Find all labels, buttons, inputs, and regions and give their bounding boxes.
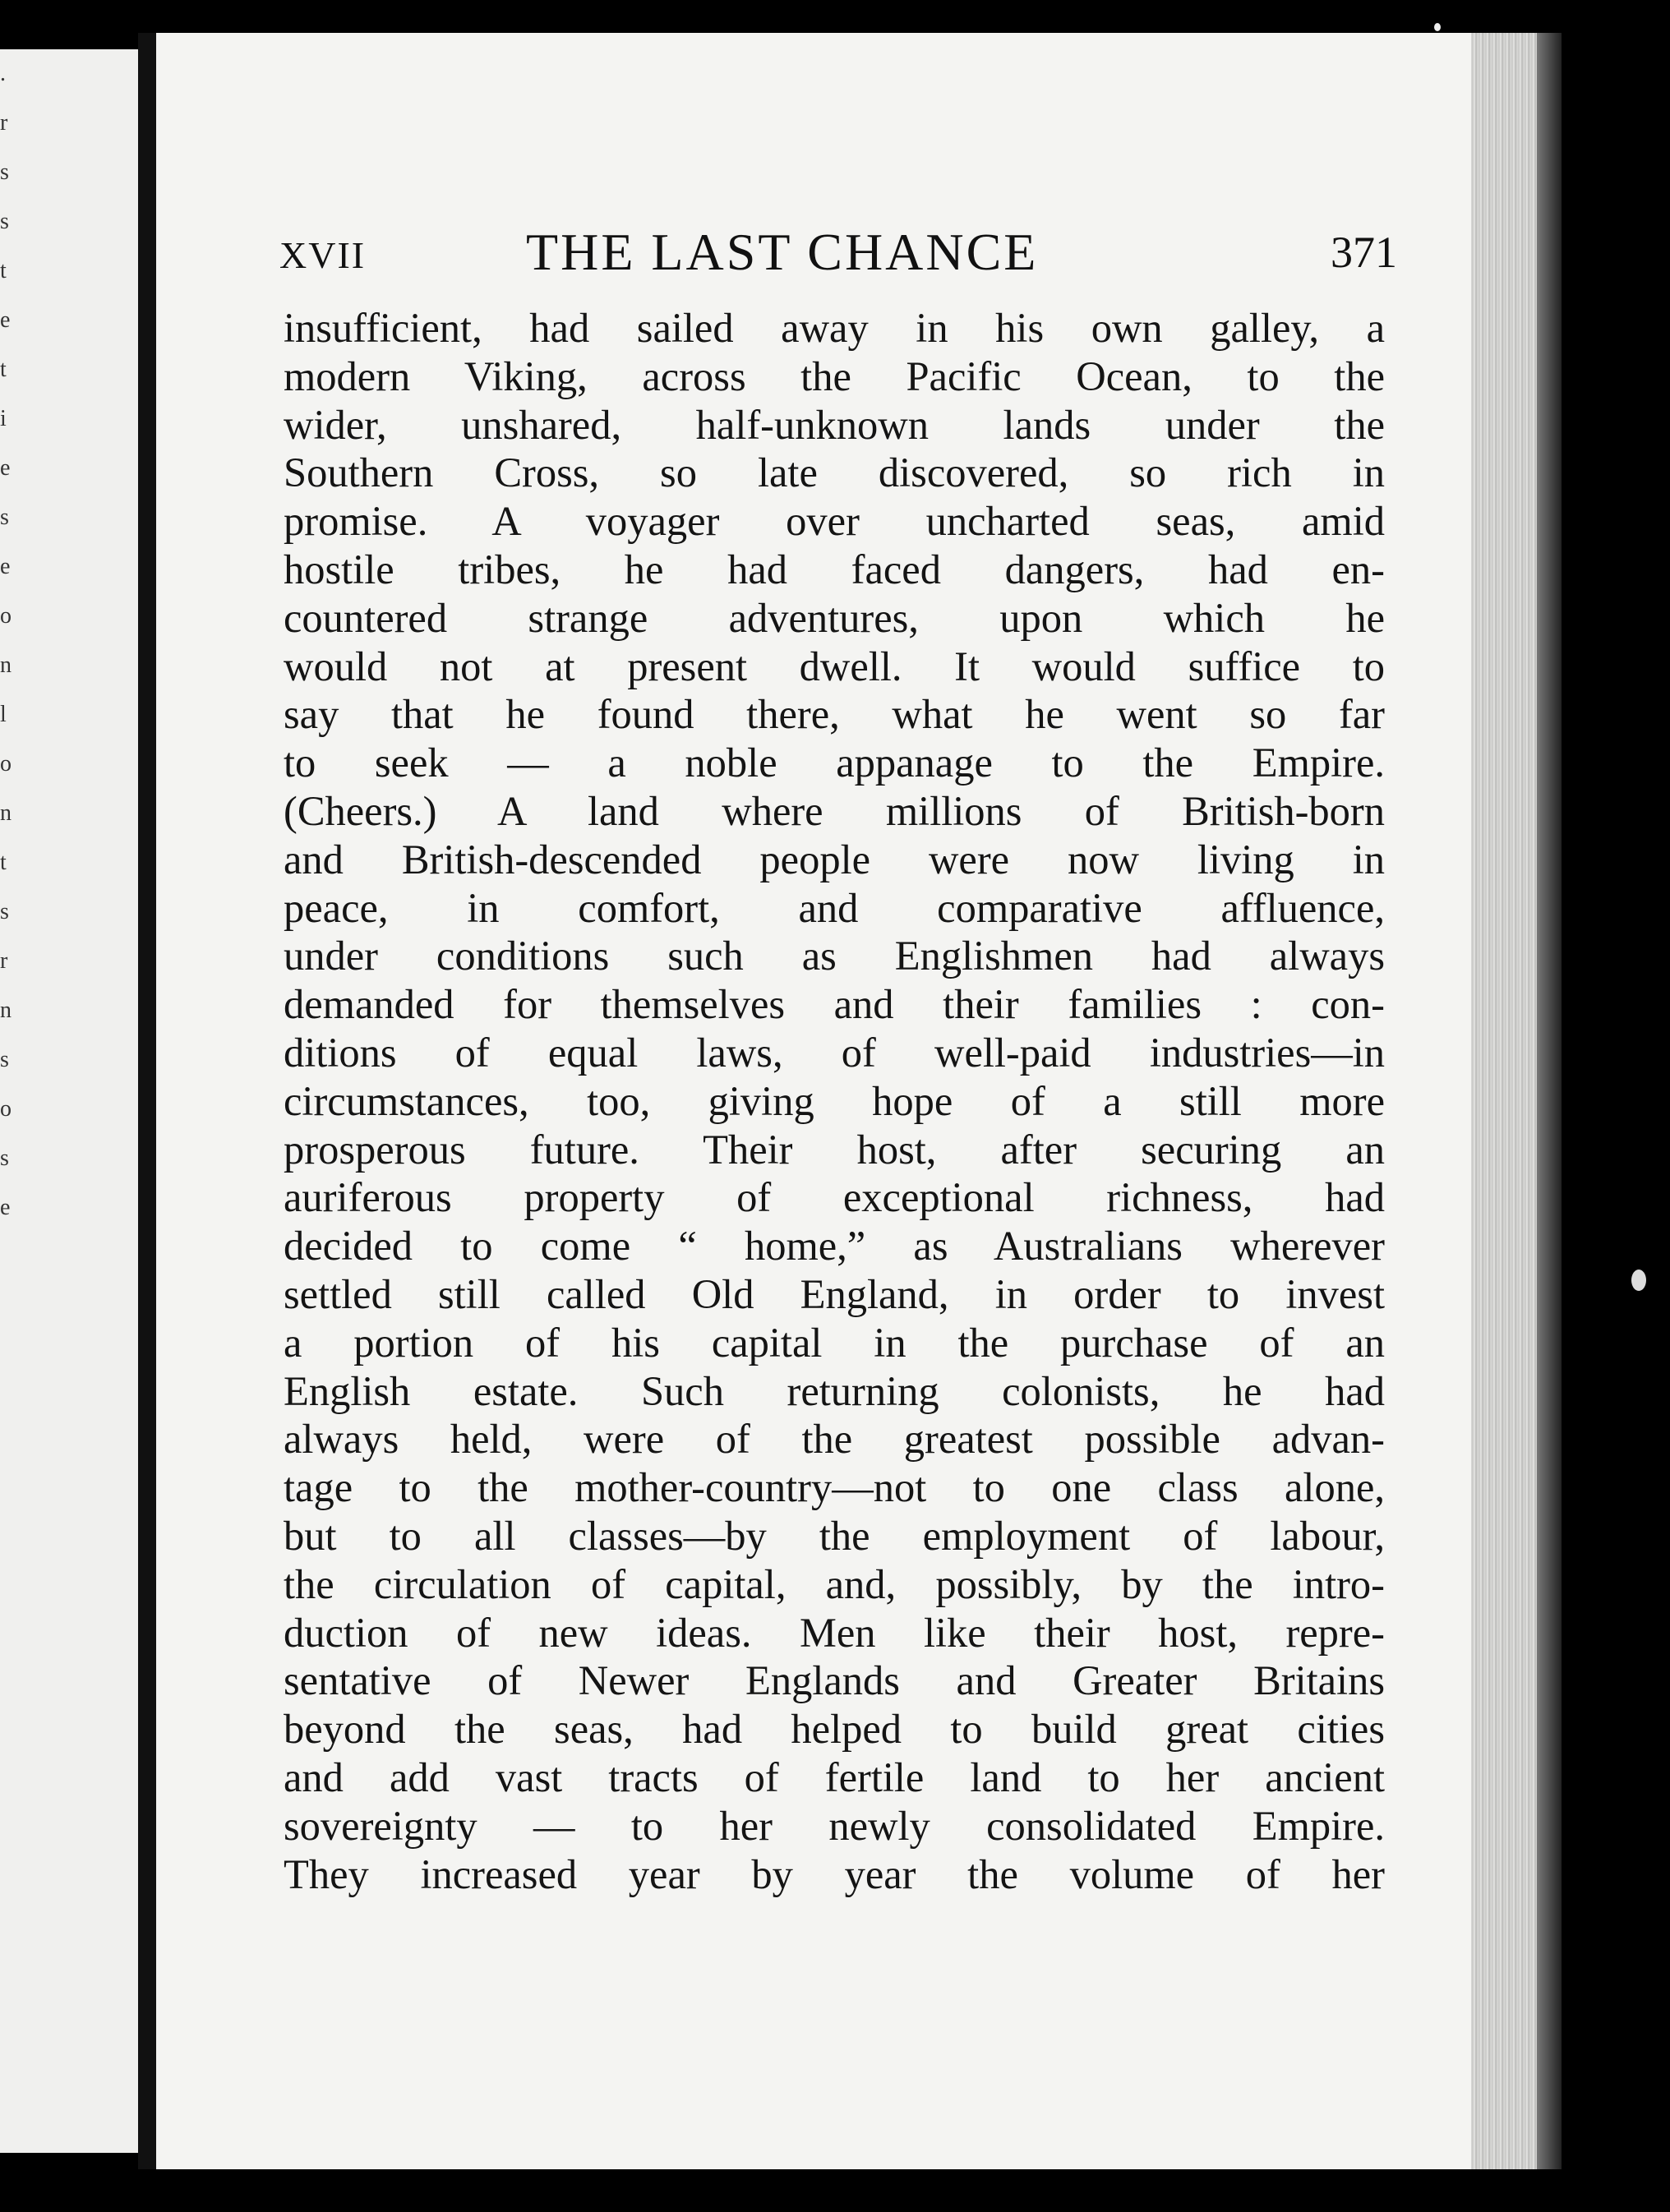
text-line: hostile tribes, he had faced dangers, had en- xyxy=(284,546,1385,592)
text-line: modern Viking, across the Pacific Ocean, to the xyxy=(284,353,1385,399)
book-gutter xyxy=(138,33,156,2169)
left-page-char: n xyxy=(0,800,12,826)
page-stack-shadow xyxy=(1537,33,1562,2169)
body-paragraph xyxy=(284,304,1385,1898)
left-page-char: . xyxy=(0,61,6,86)
left-page-char: l xyxy=(0,702,7,727)
text-line: prosperous future. Their host, after securing an xyxy=(284,1126,1385,1173)
text-line: and add vast tracts of fertile land to her ancient xyxy=(284,1753,1385,1800)
left-page-char: e xyxy=(0,1195,11,1220)
left-page-char: o xyxy=(0,751,12,777)
scan-speck xyxy=(1434,23,1441,31)
text-line: and British-descended people were now living in xyxy=(284,836,1385,882)
page-stack-edge xyxy=(1471,33,1537,2169)
text-line: settled still called Old England, in order to invest xyxy=(284,1270,1385,1317)
left-page-char: e xyxy=(0,455,11,481)
left-page-char: o xyxy=(0,603,12,629)
text-line: circumstances, too, giving hope of a still more xyxy=(284,1077,1385,1124)
left-page-char: t xyxy=(0,357,7,382)
text-line: under conditions such as Englishmen had always xyxy=(284,933,1385,979)
text-line: decided to come “ home,” as Australians wherever xyxy=(284,1223,1385,1270)
text-line: promise. A voyager over uncharted seas, amid xyxy=(284,498,1385,545)
left-page-char: s xyxy=(0,899,9,924)
scan-speck xyxy=(1631,1270,1646,1291)
left-page-char: t xyxy=(0,850,7,875)
left-facing-page xyxy=(0,49,138,2153)
left-page-char: s xyxy=(0,1145,9,1171)
left-page-char: r xyxy=(0,110,8,136)
running-title: THE LAST CHANCE xyxy=(526,223,1039,281)
left-page-char: s xyxy=(0,505,9,530)
text-line: sentative of Newer Englands and Greater Britains xyxy=(284,1657,1385,1704)
text-line: duction of new ideas. Men like their host, repre- xyxy=(284,1609,1385,1656)
text-line: (Cheers.) A land where millions of British-born xyxy=(284,787,1385,834)
left-page-char: e xyxy=(0,307,11,333)
left-page-char: s xyxy=(0,209,9,234)
left-page-char: t xyxy=(0,258,7,283)
left-page-char: n xyxy=(0,652,12,678)
running-header xyxy=(279,222,1397,288)
text-line: peace, in comfort, and comparative affluence, xyxy=(284,884,1385,931)
text-line: insufficient, had sailed away in his own galley, a xyxy=(284,305,1385,351)
text-line: auriferous property of exceptional richness, had xyxy=(284,1174,1385,1221)
text-line: say that he found there, what he went so far xyxy=(284,691,1385,738)
left-page-cut-text xyxy=(0,49,23,2153)
text-line: the circulation of capital, and, possibly, by the intro- xyxy=(284,1560,1385,1607)
text-line: a portion of his capital in the purchase of an xyxy=(284,1319,1385,1366)
text-line: beyond the seas, had helped to build great cities xyxy=(284,1706,1385,1753)
left-page-char: e xyxy=(0,554,11,579)
text-line: countered strange adventures, upon which he xyxy=(284,594,1385,641)
text-line: to seek — a noble appanage to the Empire. xyxy=(284,740,1385,786)
text-line: They increased year by year the volume of her xyxy=(284,1850,1385,1897)
right-book-page xyxy=(156,33,1471,2169)
text-line: Southern Cross, so late discovered, so rich in xyxy=(284,449,1385,496)
text-line: wider, unshared, half-unknown lands under the xyxy=(284,401,1385,448)
text-line: but to all classes—by the employment of labour, xyxy=(284,1512,1385,1559)
left-page-char: i xyxy=(0,406,7,431)
left-page-char: o xyxy=(0,1096,12,1122)
left-page-char: s xyxy=(0,1047,9,1072)
text-line: always held, were of the greatest possible advan- xyxy=(284,1416,1385,1463)
text-line: English estate. Such returning colonists, he had xyxy=(284,1367,1385,1414)
left-page-char: n xyxy=(0,998,12,1023)
text-line: ditions of equal laws, of well-paid industries—in xyxy=(284,1029,1385,1076)
text-line: tage to the mother-country—not to one class alone, xyxy=(284,1464,1385,1511)
page-number: 371 xyxy=(1331,228,1397,277)
text-line: demanded for themselves and their families : con- xyxy=(284,981,1385,1028)
left-page-char: r xyxy=(0,948,8,974)
chapter-number: XVII xyxy=(279,234,367,276)
text-line: would not at present dwell. It would suffice to xyxy=(284,643,1385,689)
left-page-char: s xyxy=(0,159,9,185)
text-line: sovereignty — to her newly consolidated Empire. xyxy=(284,1802,1385,1849)
